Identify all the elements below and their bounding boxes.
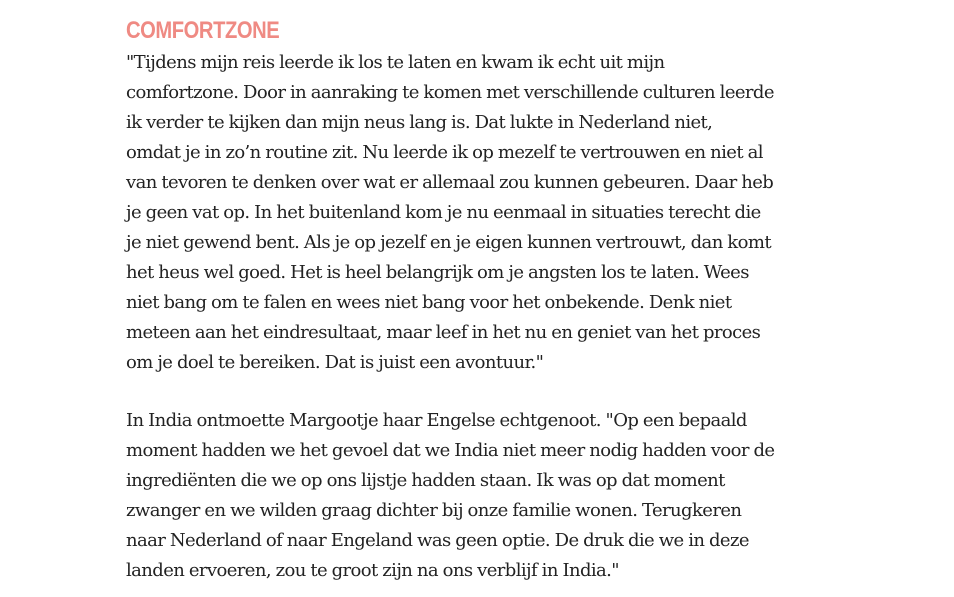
text-line: meteen aan het eindresultaat, maar leef in het nu en geniet van het proces: [126, 322, 761, 343]
text-line: je geen vat op. In het buitenland kom je nu eenmaal in situaties terecht die: [126, 202, 761, 223]
text-line: zwanger en we wilden graag dichter bij onze familie wonen. Terugkeren: [126, 500, 742, 521]
text-line: moment hadden we het gevoel dat we India niet meer nodig hadden voor de: [126, 440, 775, 461]
text-line: je niet gewend bent. Als je op jezelf en je eigen kunnen vertrouwt, dan komt: [126, 232, 771, 253]
text-line: om je doel te bereiken. Dat is juist een avontuur.": [126, 352, 544, 373]
paragraph-quote: [126, 48, 806, 378]
text-line: ik verder te kijken dan mijn neus lang is. Dat lukte in Nederland niet,: [126, 112, 713, 133]
text-line: het heus wel goed. Het is heel belangrijk om je angsten los te laten. Wees: [126, 262, 749, 283]
paragraph-india: [126, 406, 806, 586]
text-line: landen ervoeren, zou te groot zijn na ons verblijf in India.": [126, 560, 619, 581]
text-line: omdat je in zo’n routine zit. Nu leerde ik op mezelf te vertrouwen en niet al: [126, 142, 763, 163]
text-line: naar Nederland of naar Engeland was geen optie. De druk die we in deze: [126, 530, 749, 551]
text-line: comfortzone. Door in aanraking te komen met verschillende culturen leerde: [126, 82, 774, 103]
article-body: [126, 16, 806, 586]
text-line: ingrediënten die we op ons lijstje hadden staan. Ik was op dat moment: [126, 470, 725, 491]
text-line: In India ontmoette Margootje haar Engelse echtgenoot. "Op een bepaald: [126, 410, 747, 431]
section-heading: COMFORTZONE: [126, 17, 280, 44]
text-line: "Tijdens mijn reis leerde ik los te laten en kwam ik echt uit mijn: [126, 52, 665, 73]
text-line: niet bang om te falen en wees niet bang voor het onbekende. Denk niet: [126, 292, 732, 313]
text-line: van tevoren te denken over wat er allemaal zou kunnen gebeuren. Daar heb: [126, 172, 774, 193]
